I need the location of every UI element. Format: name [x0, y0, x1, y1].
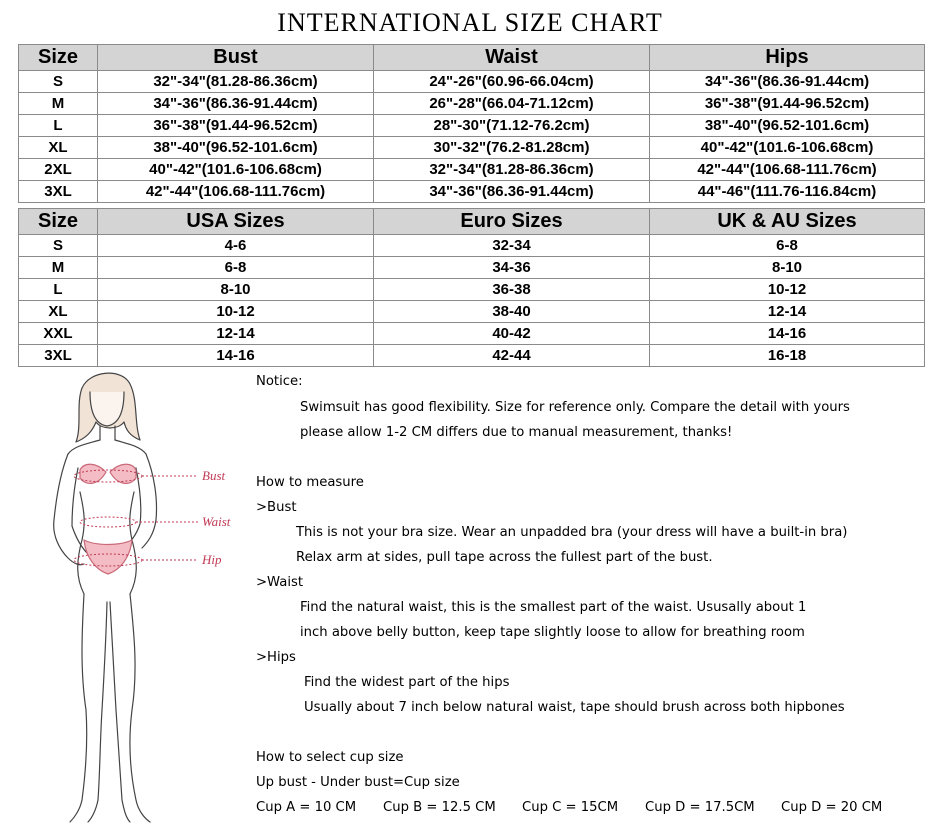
size-conversion-table	[18, 208, 925, 367]
usa-cell: 12-14	[98, 323, 374, 345]
measurements-header-row	[19, 45, 925, 71]
notice-line: please allow 1-2 CM differs due to manual measurement, thanks!	[300, 425, 733, 440]
size-cell: S	[19, 235, 98, 257]
conversion-header-row	[19, 209, 925, 235]
size-cell: 2XL	[19, 159, 98, 181]
hips-cell: 36"-38"(91.44-96.52cm)	[650, 93, 925, 115]
hips-cell: 38"-40"(96.52-101.6cm)	[650, 115, 925, 137]
cup-c: Cup C = 15CM	[522, 800, 619, 815]
bust-cell: 40"-42"(101.6-106.68cm)	[98, 159, 374, 181]
euro-cell: 40-42	[374, 323, 650, 345]
header-bust: Bust	[98, 45, 374, 71]
header-usa-sizes: USA Sizes	[98, 209, 374, 235]
hips-cell: 34"-36"(86.36-91.44cm)	[650, 71, 925, 93]
waist-label: Waist	[202, 514, 231, 529]
usa-cell: 14-16	[98, 345, 374, 367]
size-cell: L	[19, 115, 98, 137]
euro-cell: 34-36	[374, 257, 650, 279]
cup-a: Cup A = 10 CM	[256, 800, 357, 815]
size-cell: XL	[19, 137, 98, 159]
size-cell: 3XL	[19, 345, 98, 367]
header-waist: Waist	[374, 45, 650, 71]
table-row	[19, 235, 925, 257]
how-to-measure-title: How to measure	[256, 475, 364, 490]
euro-cell: 38-40	[374, 301, 650, 323]
waist-cell: 30"-32"(76.2-81.28cm)	[374, 137, 650, 159]
cup-d-17-5: Cup D = 17.5CM	[645, 800, 755, 815]
cup-size-formula: Up bust - Under bust=Cup size	[256, 775, 460, 790]
size-cell: XXL	[19, 323, 98, 345]
size-cell: M	[19, 257, 98, 279]
table-row	[19, 159, 925, 181]
waist-cell: 32"-34"(81.28-86.36cm)	[374, 159, 650, 181]
usa-cell: 8-10	[98, 279, 374, 301]
bust-cell: 42"-44"(106.68-111.76cm)	[98, 181, 374, 203]
chart-title: INTERNATIONAL SIZE CHART	[277, 8, 663, 37]
uk-au-cell: 14-16	[650, 323, 925, 345]
bust-section-title: >Bust	[256, 500, 297, 515]
uk-au-cell: 12-14	[650, 301, 925, 323]
uk-au-cell: 10-12	[650, 279, 925, 301]
table-row	[19, 257, 925, 279]
header-uk-au-sizes: UK & AU Sizes	[650, 209, 925, 235]
cup-size-title: How to select cup size	[256, 750, 404, 765]
body-measurement-figure	[30, 370, 250, 825]
hips-section-title: >Hips	[256, 650, 296, 665]
uk-au-cell: 6-8	[650, 235, 925, 257]
notice-line: Swimsuit has good flexibility. Size for reference only. Compare the detail with yours	[300, 400, 850, 415]
table-row	[19, 93, 925, 115]
uk-au-cell: 8-10	[650, 257, 925, 279]
hips-cell: 44"-46"(111.76-116.84cm)	[650, 181, 925, 203]
header-euro-sizes: Euro Sizes	[374, 209, 650, 235]
euro-cell: 36-38	[374, 279, 650, 301]
table-row	[19, 115, 925, 137]
table-row	[19, 301, 925, 323]
usa-cell: 10-12	[98, 301, 374, 323]
header-hips: Hips	[650, 45, 925, 71]
table-row	[19, 137, 925, 159]
size-cell: L	[19, 279, 98, 301]
waist-cell: 24"-26"(60.96-66.04cm)	[374, 71, 650, 93]
table-row	[19, 323, 925, 345]
header-size: Size	[19, 209, 98, 235]
size-cell: 3XL	[19, 181, 98, 203]
size-cell: S	[19, 71, 98, 93]
size-cell: M	[19, 93, 98, 115]
hips-instruction: Find the widest part of the hips	[304, 675, 510, 690]
table-row	[19, 345, 925, 367]
hip-label: Hip	[202, 552, 222, 567]
cup-d-20: Cup D = 20 CM	[781, 800, 883, 815]
bust-cell: 34"-36"(86.36-91.44cm)	[98, 93, 374, 115]
size-cell: XL	[19, 301, 98, 323]
table-row	[19, 279, 925, 301]
bust-cell: 32"-34"(81.28-86.36cm)	[98, 71, 374, 93]
bust-label: Bust	[202, 468, 226, 483]
hips-instruction: Usually about 7 inch below natural waist, tape should brush across both hipbones	[304, 700, 845, 715]
usa-cell: 4-6	[98, 235, 374, 257]
measurements-table	[18, 44, 925, 203]
waist-cell: 34"-36"(86.36-91.44cm)	[374, 181, 650, 203]
header-size: Size	[19, 45, 98, 71]
bust-instruction: Relax arm at sides, pull tape across the fullest part of the bust.	[296, 550, 713, 565]
table-row	[19, 71, 925, 93]
bust-cell: 38"-40"(96.52-101.6cm)	[98, 137, 374, 159]
waist-instruction: Find the natural waist, this is the smallest part of the waist. Ususally about 1	[300, 600, 807, 615]
euro-cell: 32-34	[374, 235, 650, 257]
waist-cell: 28"-30"(71.12-76.2cm)	[374, 115, 650, 137]
notice-title: Notice:	[256, 374, 303, 389]
bust-instruction: This is not your bra size. Wear an unpadded bra (your dress will have a built-in bra)	[296, 525, 848, 540]
uk-au-cell: 16-18	[650, 345, 925, 367]
bust-cell: 36"-38"(91.44-96.52cm)	[98, 115, 374, 137]
cup-b: Cup B = 12.5 CM	[383, 800, 496, 815]
euro-cell: 42-44	[374, 345, 650, 367]
hips-cell: 42"-44"(106.68-111.76cm)	[650, 159, 925, 181]
waist-section-title: >Waist	[256, 575, 304, 590]
waist-instruction: inch above belly button, keep tape slightly loose to allow for breathing room	[300, 625, 805, 640]
waist-cell: 26"-28"(66.04-71.12cm)	[374, 93, 650, 115]
usa-cell: 6-8	[98, 257, 374, 279]
table-row	[19, 181, 925, 203]
hips-cell: 40"-42"(101.6-106.68cm)	[650, 137, 925, 159]
